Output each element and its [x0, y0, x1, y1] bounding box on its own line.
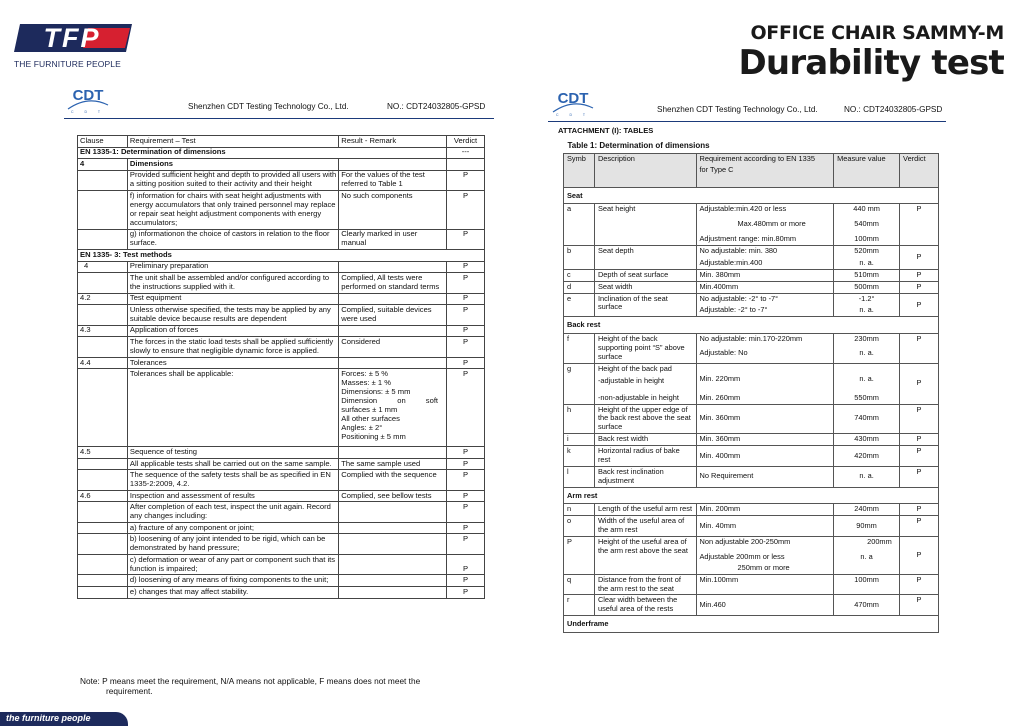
result-cell: No such components	[339, 191, 447, 229]
table-row	[78, 261, 485, 273]
clause-cell: 4	[78, 159, 128, 171]
symb-cell: f	[564, 334, 595, 364]
description-cell: Height of the back supporting point “S” above surface	[594, 334, 696, 364]
symb-cell: g	[564, 363, 595, 404]
symb-cell: n	[564, 504, 595, 516]
requirement-cell: Application of forces	[127, 325, 338, 337]
clause-cell: 4.5	[78, 447, 128, 459]
verdict-cell: P	[900, 269, 939, 281]
description-cell: Inclination of the seat surface	[594, 293, 696, 317]
requirement-cell: Preliminary preparation	[127, 261, 338, 273]
product-title-block	[738, 22, 1005, 83]
cdt-logo-text: CDT	[72, 87, 104, 104]
requirement-cell: Tolerances	[127, 357, 338, 369]
cdt-swoosh-icon	[551, 88, 595, 118]
verdict-cell: P	[447, 369, 485, 447]
verdict-cell: P	[447, 305, 485, 326]
report-no-right: NO.: CDT24032805-GPSD	[844, 105, 943, 114]
verdict-cell: P	[447, 522, 485, 534]
requirement-cell: Unless otherwise specified, the tests may be applied by any suitable device because results are dependent	[127, 305, 338, 326]
verdict-cell: P	[900, 293, 939, 317]
result-cell: Complied, see bellow tests	[339, 490, 447, 502]
measure-cell: 470mm	[834, 595, 900, 616]
requirement-cell: No adjustable: -2° to -7° Adjustable: -2° to -7°	[696, 293, 834, 317]
cdt-logo-right	[551, 88, 595, 123]
symb-cell: c	[564, 269, 595, 281]
table-row	[78, 325, 485, 337]
requirements-table	[77, 135, 485, 599]
brand-tagline: THE FURNITURE PEOPLE	[14, 59, 121, 69]
col-header-measure: Measure value	[834, 153, 900, 187]
section-title: EN 1335- 3: Test methods	[78, 250, 485, 262]
requirement-cell: f) information for chairs with seat height adjustments with energy accumulators that only trained personnel may replace or repair seat height adjustment components with energy accumulators;	[127, 191, 338, 229]
description-cell: Height of the upper edge of the back rest above the seat surface	[594, 404, 696, 434]
verdict-cell: P	[447, 170, 485, 191]
result-cell: Complied, suitable devices were used	[339, 305, 447, 326]
symb-cell: a	[564, 204, 595, 246]
table-title: Table 1: Determination of dimensions	[564, 137, 939, 153]
table-row	[564, 246, 939, 270]
verdict-cell: P	[900, 404, 939, 434]
table-row	[78, 502, 485, 523]
requirement-cell: Min. 200mm	[696, 504, 834, 516]
requirement-cell: Dimensions	[127, 159, 338, 171]
requirement-cell: Min. 40mm	[696, 516, 834, 537]
col-header-description: Description	[594, 153, 696, 187]
col-header-requirement: Requirement according to EN 1335 for Type C	[696, 153, 834, 187]
description-cell: Clear width between the useful area of the rests	[594, 595, 696, 616]
requirement-cell: Min. 220mm Min. 260mm	[696, 363, 834, 404]
cdt-logo-sub: C D T	[555, 113, 591, 117]
requirement-cell: g) informationon the choice of castors in relation to the floor surface.	[127, 229, 338, 250]
requirement-cell: Tolerances shall be applicable:	[127, 369, 338, 447]
requirement-cell: The forces in the static load tests shall be applied sufficiently slowly to ensure that negligible dynamic force is applied.	[127, 337, 338, 358]
table-row	[564, 574, 939, 595]
verdict-cell: P	[900, 363, 939, 404]
table-row	[78, 305, 485, 326]
description-cell: Width of the useful area of the arm rest	[594, 516, 696, 537]
verdict-cell: P	[900, 504, 939, 516]
brand-block	[14, 18, 140, 69]
verdict-cell: P	[447, 357, 485, 369]
description-cell: Seat width	[594, 281, 696, 293]
col-header-verdict: Verdict	[900, 153, 939, 187]
verdict-cell: P	[900, 574, 939, 595]
requirement-cell: Provided sufficient height and depth to provided all users with a sitting position suited to their activity and their height	[127, 170, 338, 191]
table-row	[78, 273, 485, 294]
dimensions-table	[563, 137, 939, 633]
requirement-cell: Min.100mm	[696, 574, 834, 595]
symb-cell: i	[564, 434, 595, 446]
symb-cell: r	[564, 595, 595, 616]
header-rule-right	[548, 121, 946, 122]
col-header-clause: Clause	[78, 136, 128, 148]
cdt-logo-text: CDT	[557, 90, 589, 107]
measure-cell: 430mm	[834, 434, 900, 446]
table-row	[78, 250, 485, 262]
clause-cell: 4.6	[78, 490, 128, 502]
attachment-title: ATTACHMENT (I): TABLES	[558, 126, 654, 135]
verdict-cell: P	[900, 281, 939, 293]
footnote	[80, 677, 480, 696]
cdt-swoosh-icon	[66, 85, 110, 115]
product-name: OFFICE CHAIR SAMMY-M	[750, 22, 1004, 44]
requirement-cell: Min. 360mm	[696, 404, 834, 434]
tolerance-line: Dimensions: ± 5 mm	[341, 386, 411, 396]
measure-cell: 90mm	[834, 516, 900, 537]
requirement-cell: Non adjustable 200-250mm Adjustable 200mm or less 250mm or more	[696, 537, 834, 575]
section-row-arm-rest: Arm rest	[564, 487, 939, 504]
table-row	[78, 191, 485, 229]
requirement-cell: The sequence of the safety tests shall be as specified in EN 1335-2:2009, 4.2.	[127, 470, 338, 491]
verdict-cell: P	[900, 537, 939, 575]
measure-cell: 200mm n. a	[834, 537, 900, 575]
verdict-cell: P	[900, 434, 939, 446]
footnote-line: requirement.	[106, 685, 153, 696]
requirement-cell: Inspection and assessment of results	[127, 490, 338, 502]
requirement-cell: Min. 360mm	[696, 434, 834, 446]
verdict-cell: P	[447, 293, 485, 305]
lab-name-right: Shenzhen CDT Testing Technology Co., Ltd.	[657, 105, 818, 114]
table-row	[564, 363, 939, 404]
description-cell: Length of the useful arm rest	[594, 504, 696, 516]
verdict-cell: P	[447, 575, 485, 587]
tfp-logo-text: TFP	[43, 23, 101, 53]
requirement-cell: b) loosening of any joint intended to be rigid, which can be demonstrated by hand pressure;	[127, 534, 338, 555]
requirement-cell: d) loosening of any means of fixing components to the unit;	[127, 575, 338, 587]
measure-cell: n. a. 550mm	[834, 363, 900, 404]
measure-cell: 230mm n. a.	[834, 334, 900, 364]
col-header-verdict: Verdict	[447, 136, 485, 148]
requirement-cell: Min.400mm	[696, 281, 834, 293]
result-cell: The same sample used	[339, 458, 447, 470]
table-row	[78, 458, 485, 470]
requirement-cell: The unit shall be assembled and/or configured according to the instructions supplied with it.	[127, 273, 338, 294]
product-test-title: Durability test	[738, 43, 1004, 83]
verdict-cell: P	[900, 466, 939, 487]
verdict-cell: P	[447, 191, 485, 229]
verdict-cell: P	[447, 470, 485, 491]
verdict-cell: P	[447, 447, 485, 459]
measure-cell: 440 mm 540mm 100mm	[834, 204, 900, 246]
clause-cell: 4.4	[78, 357, 128, 369]
table-row	[78, 534, 485, 555]
symb-cell: l	[564, 466, 595, 487]
requirement-cell: c) deformation or wear of any part or component such that its function is impaired;	[127, 554, 338, 575]
verdict-cell: P	[900, 204, 939, 246]
measure-cell: -1.2° n. a.	[834, 293, 900, 317]
table-row	[564, 434, 939, 446]
symb-cell: o	[564, 516, 595, 537]
table-header-row	[564, 153, 939, 187]
result-cell: Clearly marked in user manual	[339, 229, 447, 250]
lab-name-left: Shenzhen CDT Testing Technology Co., Ltd.	[188, 102, 349, 111]
verdict-cell: P	[447, 261, 485, 273]
result-cell	[339, 369, 447, 447]
description-cell: Height of the back pad -adjustable in height -non-adjustable in height	[594, 363, 696, 404]
verdict-cell: P	[900, 334, 939, 364]
measure-cell: 500mm	[834, 281, 900, 293]
measure-cell: 240mm	[834, 504, 900, 516]
section-row-underframe: Underframe	[564, 616, 939, 633]
verdict-cell: P	[447, 490, 485, 502]
requirement-cell: Adjustable:min.420 or less Max.480mm or more Adjustment range: min.80mm	[696, 204, 834, 246]
result-cell: Complied, All tests were performed on standard terms	[339, 273, 447, 294]
description-cell: Horizontal radius of bake rest	[594, 446, 696, 467]
requirement-cell: No adjustable: min. 380 Adjustable:min.400	[696, 246, 834, 270]
description-cell: Depth of seat surface	[594, 269, 696, 281]
symb-cell: q	[564, 574, 595, 595]
description-cell: Seat depth	[594, 246, 696, 270]
requirement-cell: Sequence of testing	[127, 447, 338, 459]
table-row	[78, 554, 485, 575]
verdict-cell: P	[900, 246, 939, 270]
tolerance-line: Angles: ± 2°	[341, 422, 383, 432]
verdict-cell: P	[447, 458, 485, 470]
col-header-requirement: Requirement – Test	[127, 136, 338, 148]
tolerance-line: Masses: ± 1 %	[341, 378, 392, 388]
symb-cell: h	[564, 404, 595, 434]
verdict-cell: P	[900, 516, 939, 537]
table-row	[564, 516, 939, 537]
table-header-row	[78, 136, 485, 148]
verdict-cell: P	[447, 229, 485, 250]
measure-cell: 520mm n. a.	[834, 246, 900, 270]
table-row	[564, 537, 939, 575]
result-cell: For the values of the test referred to Table 1	[339, 170, 447, 191]
table-row	[78, 470, 485, 491]
symb-cell: k	[564, 446, 595, 467]
table-row	[78, 293, 485, 305]
report-no-left: NO.: CDT24032805-GPSD	[387, 102, 486, 111]
verdict-cell: P	[447, 325, 485, 337]
clause-cell: 4.2	[78, 293, 128, 305]
description-cell: Distance from the front of the arm rest to the seat	[594, 574, 696, 595]
section-row-seat: Seat	[564, 187, 939, 204]
table-row	[78, 170, 485, 191]
symb-cell: e	[564, 293, 595, 317]
requirement-cell: e) changes that may affect stability.	[127, 587, 338, 599]
footer-brand-text: the furniture people	[6, 713, 91, 723]
requirement-cell: After completion of each test, inspect the unit again. Record any changes including:	[127, 502, 338, 523]
requirement-cell: Min.460	[696, 595, 834, 616]
verdict-cell: P	[447, 502, 485, 523]
header-rule-left	[64, 118, 494, 119]
description-cell: Back rest inclination adjustment	[594, 466, 696, 487]
tolerance-line: All other surfaces	[341, 413, 400, 423]
table-row	[78, 147, 485, 159]
tolerance-line: surfaces ± 1 mm	[341, 404, 398, 414]
result-cell: Complied with the sequence	[339, 470, 447, 491]
verdict-cell: ---	[447, 147, 485, 159]
col-header-result: Result - Remark	[339, 136, 447, 148]
description-cell: Back rest width	[594, 434, 696, 446]
table-row	[78, 490, 485, 502]
measure-cell: 420mm	[834, 446, 900, 467]
clause-cell: 4	[78, 261, 128, 273]
measure-cell: 510mm	[834, 269, 900, 281]
section-title: EN 1335-1: Determination of dimensions	[78, 147, 447, 159]
table-row	[564, 334, 939, 364]
table-row	[564, 404, 939, 434]
table-row	[564, 504, 939, 516]
description-cell: Seat height	[594, 204, 696, 246]
table-row	[78, 229, 485, 250]
verdict-cell: P	[447, 554, 485, 575]
table-row	[564, 293, 939, 317]
symb-cell: d	[564, 281, 595, 293]
tolerance-line: Positioning ± 5 mm	[341, 431, 406, 441]
table-row	[78, 522, 485, 534]
symb-cell: P	[564, 537, 595, 575]
table-title-row	[564, 137, 939, 153]
requirement-cell: All applicable tests shall be carried out on the same sample.	[127, 458, 338, 470]
table-row	[78, 159, 485, 171]
requirement-cell: No Requirement	[696, 466, 834, 487]
cdt-logo-sub: C D T	[70, 110, 106, 114]
footnote-line: Note: P means meet the requirement, N/A means not applicable, F means does not meet the	[80, 676, 421, 686]
col-header-symb: Symb	[564, 153, 595, 187]
table-row	[564, 466, 939, 487]
table-row	[564, 446, 939, 467]
table-row	[78, 587, 485, 599]
clause-cell: 4.3	[78, 325, 128, 337]
table-row	[564, 269, 939, 281]
table-row	[78, 575, 485, 587]
description-cell: Height of the useful area of the arm rest above the seat	[594, 537, 696, 575]
measure-cell: 740mm	[834, 404, 900, 434]
verdict-cell: P	[447, 534, 485, 555]
measure-cell: n. a.	[834, 466, 900, 487]
symb-cell: b	[564, 246, 595, 270]
table-row	[78, 369, 485, 447]
requirement-cell: No adjustable: min.170-220mm Adjustable: No	[696, 334, 834, 364]
requirement-cell: Test equipment	[127, 293, 338, 305]
requirement-cell: Min. 380mm	[696, 269, 834, 281]
verdict-cell: P	[900, 446, 939, 467]
table-row	[564, 204, 939, 246]
tolerance-line: Forces: ± 5 %	[341, 369, 389, 379]
verdict-cell: P	[900, 595, 939, 616]
measure-cell: 100mm	[834, 574, 900, 595]
table-row	[78, 337, 485, 358]
tolerance-line: Dimension on soft	[341, 395, 439, 405]
verdict-cell: P	[447, 273, 485, 294]
table-row	[564, 281, 939, 293]
requirement-cell: a) fracture of any component or joint;	[127, 522, 338, 534]
table-row	[78, 447, 485, 459]
requirement-cell: Min. 400mm	[696, 446, 834, 467]
table-row	[78, 357, 485, 369]
verdict-cell: P	[447, 587, 485, 599]
verdict-cell: P	[447, 337, 485, 358]
cdt-logo-left	[66, 85, 110, 120]
tfp-logo	[14, 18, 138, 58]
result-cell: Considered	[339, 337, 447, 358]
section-row-back-rest: Back rest	[564, 317, 939, 334]
table-row	[564, 595, 939, 616]
